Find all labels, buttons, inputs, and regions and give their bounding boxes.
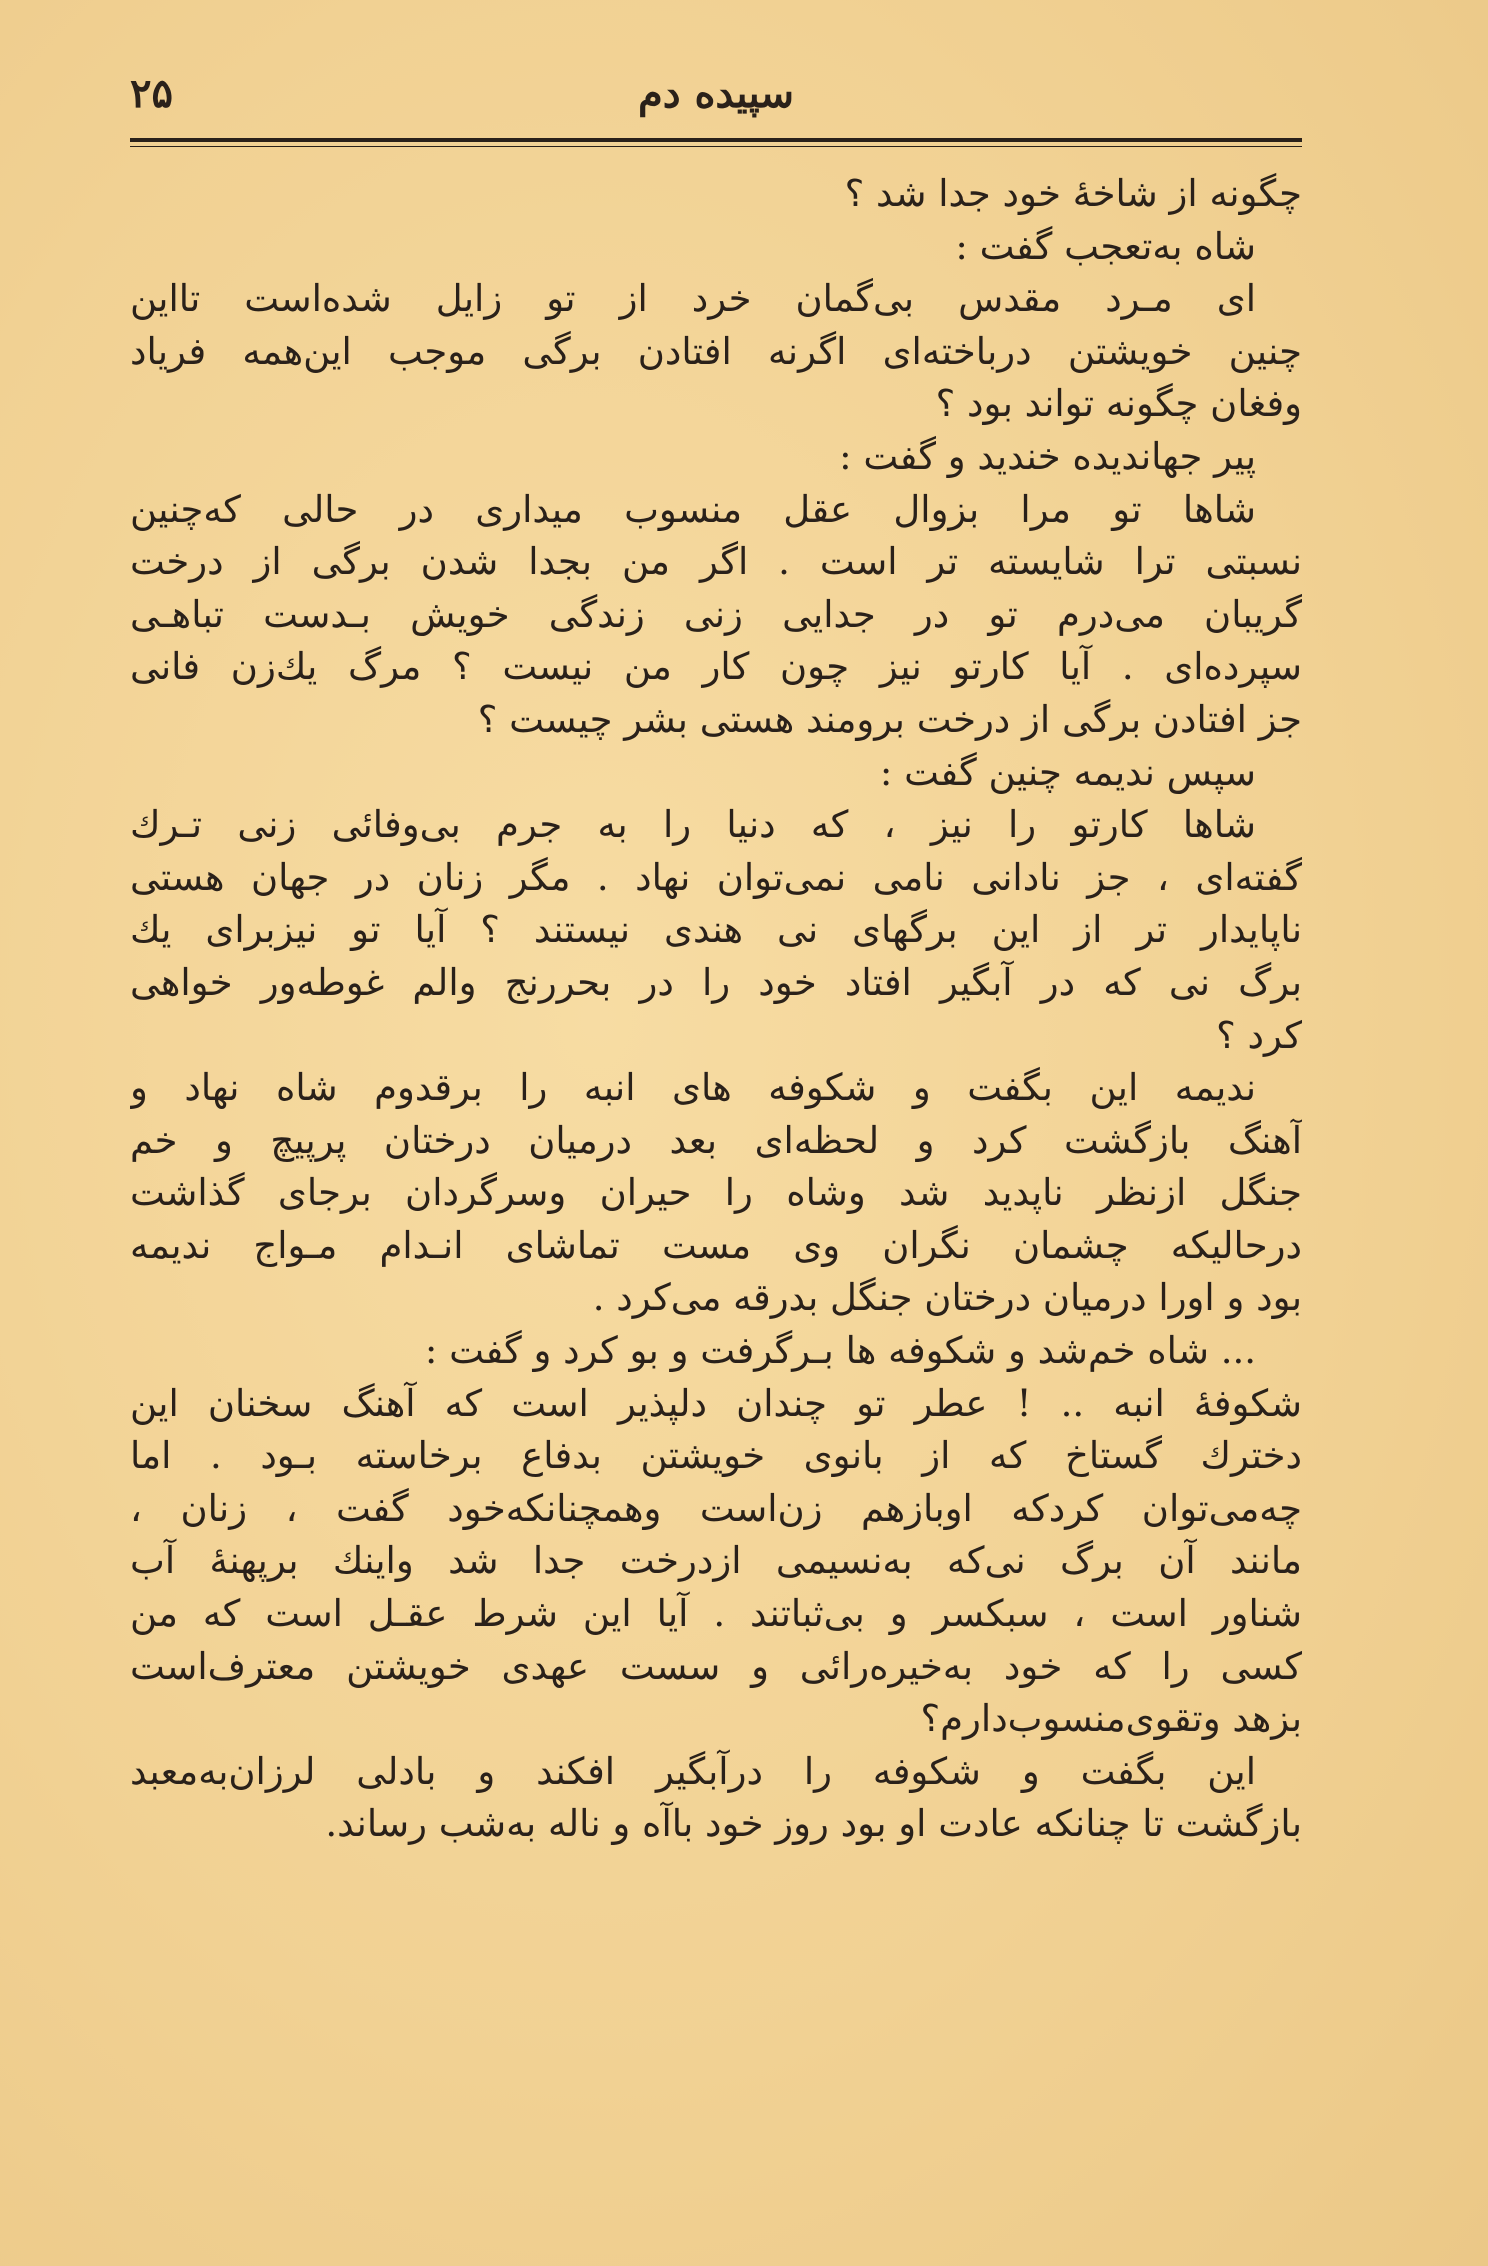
text-line: کرد ؟: [1216, 1013, 1302, 1057]
text-line: شکوفهٔ انبه .. ! عطر تو چندان دلپذیر است که آهنگ سخنان این: [130, 1381, 1302, 1425]
page-number: ۲۵: [130, 70, 173, 117]
text-line: ندیمه این بگفت و شکوفه های انبه را برقدوم شاه نهاد و: [130, 1066, 1256, 1110]
text-line: چگونه از شاخهٔ خود جدا شد ؟: [844, 172, 1302, 215]
text-line: گفته‌ای ، جز نادانی نامی نمی‌توان نهاد . مگر زنان در جهان هستی: [130, 855, 1302, 899]
text-line: این بگفت و شکوفه را درآبگیر افکند و بادلی لرزان‌به‌معبد: [130, 1749, 1256, 1793]
page-header: [130, 60, 1302, 130]
text-line: ناپایدار تر از این برگهای نی هندی نیستند ؟ آیا تو نیزبرای یك: [130, 908, 1302, 952]
text-line: ... شاه خم‌شد و شکوفه ها بـرگرفت و بو کرد و گفت :: [424, 1329, 1256, 1373]
text-line: بزهد وتقوی‌منسوب‌دارم؟: [920, 1697, 1302, 1741]
running-title: سپیده دم: [637, 70, 795, 117]
text-line: جنگل ازنظر ناپدید شد وشاه را حیران وسرگردان برجای گذاشت: [130, 1171, 1302, 1215]
text-line: وفغان چگونه تواند بود ؟: [935, 382, 1302, 426]
text-line: مانند آن برگ نی‌که به‌نسیمی ازدرخت جدا شد واینك برپهنهٔ آب: [130, 1539, 1302, 1583]
text-line: آهنگ بازگشت کرد و لحظه‌ای بعد درمیان درختان پرپیچ و خم: [130, 1118, 1302, 1162]
text-line: شاها تو مرا بزوال عقل منسوب میداری در حالی که‌چنین: [130, 487, 1256, 531]
text-line: شاه به‌تعجب گفت :: [955, 224, 1256, 268]
text-line: گریبان می‌درم تو در جدایی زنی زندگی خویش بـدست تباهـی: [130, 592, 1302, 636]
text-line: برگ نی که در آبگیر افتاد خود را در بحررنج والم غوطه‌ور خواهی: [130, 960, 1302, 1004]
text-line: بازگشت تا چنانکه عادت او بود روز خود باآه و ناله به‌شب رساند.: [325, 1802, 1302, 1846]
text-line: سپرده‌ای . آیا کارتو نیز چون کار من نیست ؟ مرگ یك‌زن فانی: [130, 645, 1302, 689]
text-line: نسبتی ترا شایسته تر است . اگر من بجدا شدن برگی از درخت: [130, 540, 1302, 584]
header-rule-thin: [130, 146, 1302, 147]
text-line: شناور است ، سبکسر و بی‌ثباتند . آیا این شرط عقـل است که من: [130, 1592, 1302, 1636]
text-line: بود و اورا درمیان درختان جنگل بدرقه می‌کرد .: [592, 1276, 1302, 1320]
text-line: کسی را که خود به‌خیره‌رائی و سست عهدی خویشتن معترف‌است: [130, 1644, 1302, 1688]
text-line: چه‌می‌توان کردکه اوبازهم زن‌است وهمچنانکه‌خود گفت ، زنان ،: [130, 1486, 1302, 1530]
body-text: [130, 168, 1302, 1851]
text-line: چنین خویشتن درباخته‌ای اگرنه افتادن برگی موجب این‌همه فریاد: [130, 329, 1302, 373]
header-rule: [130, 138, 1302, 142]
text-line: ای مـرد مقدس بی‌گمان خرد از تو زایل شده‌است تااین: [130, 277, 1256, 321]
text-line: شاها کارتو را نیز ، که دنیا را به جرم بی‌وفائی زنی تـرك: [130, 803, 1256, 847]
text-line: دخترك گستاخ که از بانوی خویشتن بدفاع برخاسته بـود . اما: [130, 1434, 1302, 1478]
text-line: سپس ندیمه چنین گفت :: [879, 750, 1256, 794]
text-line: پیر جهاندیده خندید و گفت :: [839, 434, 1256, 478]
text-line: جز افتادن برگی از درخت برومند هستی بشر چیست ؟: [477, 697, 1302, 741]
text-line: درحالیکه چشمان نگران وی مست تماشای انـدام مـواج ندیمه: [130, 1223, 1302, 1267]
